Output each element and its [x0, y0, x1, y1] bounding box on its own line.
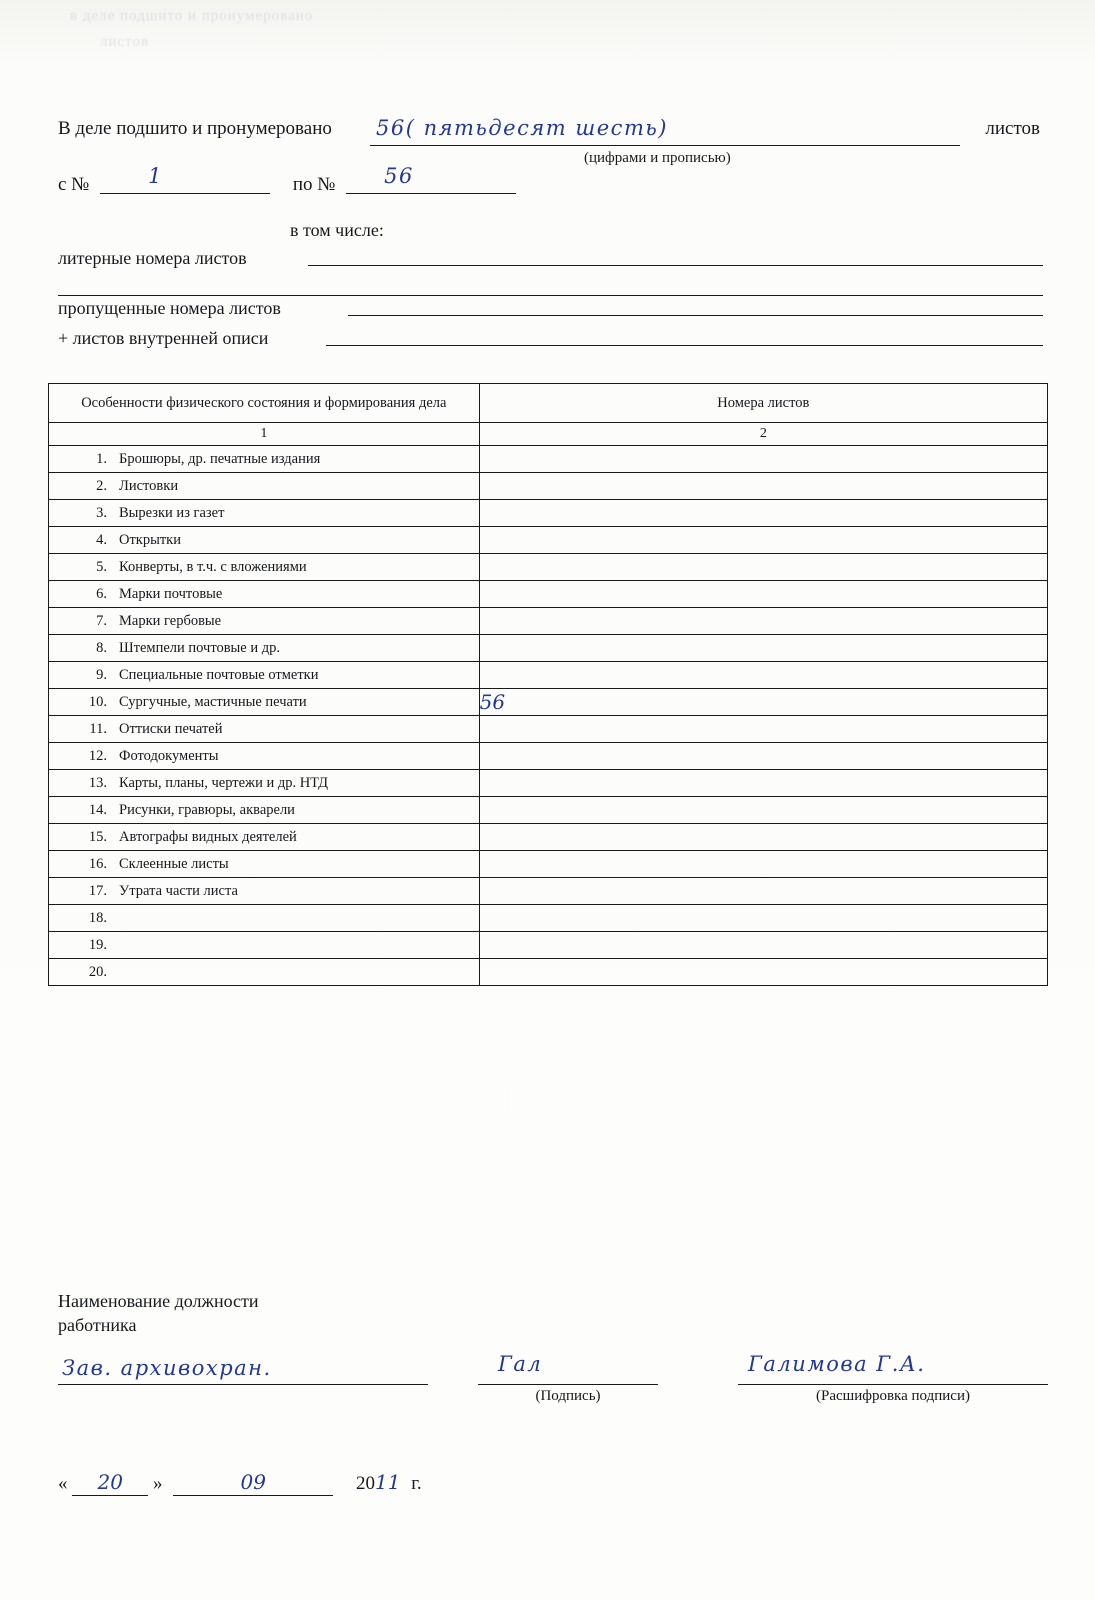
date-day-field[interactable] [72, 1470, 148, 1496]
row-number: 20. [88, 963, 107, 980]
digits-and-words-caption: (цифрами и прописью) [584, 150, 731, 166]
row-label: Рисунки, гравюры, акварели [119, 801, 295, 818]
row-number: 14. [88, 801, 107, 818]
row-label: Открытки [119, 531, 181, 548]
from-number-value: 1 [148, 164, 163, 188]
row-number: 7. [96, 612, 107, 629]
letter-numbers-label: литерные номера листов [58, 248, 247, 268]
year-suffix: г. [411, 1473, 422, 1494]
table-numhdr-col2: 2 [479, 423, 1047, 446]
internal-inventory-row [58, 328, 1043, 349]
table-row [49, 905, 1048, 932]
position-field[interactable] [58, 1384, 428, 1385]
table-cell-sheet-numbers[interactable] [479, 851, 1047, 878]
row-label: Автографы видных деятелей [119, 828, 297, 845]
table-header-row [49, 384, 1048, 423]
table-cell-feature [49, 770, 480, 797]
date-month-field[interactable] [173, 1470, 333, 1496]
table-cell-feature [49, 851, 480, 878]
row-label: Листовки [119, 477, 179, 494]
signature-caption: (Подпись) [535, 1388, 601, 1404]
table-cell-feature [49, 554, 480, 581]
row-label: Сургучные, мастичные печати [119, 693, 307, 710]
table-cell-sheet-numbers[interactable] [479, 500, 1047, 527]
row-label: Карты, планы, чертежи и др. НТД [119, 774, 329, 791]
bleed-line-2: листов [100, 34, 150, 50]
table-cell-sheet-numbers[interactable] [479, 608, 1047, 635]
table-cell-sheet-numbers[interactable] [479, 581, 1047, 608]
row-label: Штемпели почтовые и др. [119, 639, 281, 656]
table-cell-sheet-numbers[interactable]: 56 [479, 689, 1047, 716]
from-label: с № [58, 174, 90, 195]
table-cell-feature [49, 689, 480, 716]
table-row [49, 473, 1048, 500]
certification-line-1 [58, 118, 1040, 152]
table-cell-feature [49, 662, 480, 689]
table-cell-sheet-numbers[interactable] [479, 554, 1047, 581]
table-cell-sheet-numbers[interactable] [479, 932, 1047, 959]
table-header-col2: Номера листов [479, 384, 1047, 423]
to-number-field[interactable] [346, 164, 516, 194]
bleed-line-1: в деле подшито и пронумеровано [70, 8, 314, 24]
certification-line-2 [58, 164, 516, 196]
transcript-caption: (Расшифровка подписи) [816, 1388, 970, 1404]
row-label: Брошюры, др. печатные издания [119, 450, 321, 467]
row-label: Специальные почтовые отметки [119, 666, 319, 683]
row-label: Конверты, в т.ч. с вложениями [119, 558, 307, 575]
missing-numbers-field[interactable] [348, 298, 1043, 316]
table-cell-sheet-numbers[interactable] [479, 743, 1047, 770]
sheets-word: листов [985, 118, 1040, 139]
table-number-header-row [49, 423, 1048, 446]
table-cell-feature [49, 905, 480, 932]
table-row [49, 689, 1048, 716]
table-numhdr-col1: 1 [49, 423, 480, 446]
including-label: в том числе: [290, 220, 384, 240]
row-label: Утрата части листа [119, 882, 238, 899]
table-cell-sheet-numbers[interactable] [479, 824, 1047, 851]
table-cell-feature [49, 797, 480, 824]
row-label: Марки почтовые [119, 585, 223, 602]
sheets-count-field[interactable] [370, 118, 960, 146]
table-cell-feature [49, 959, 480, 986]
table-row [49, 527, 1048, 554]
table-row [49, 608, 1048, 635]
table-row [49, 716, 1048, 743]
table-cell-sheet-numbers[interactable] [479, 905, 1047, 932]
table-row [49, 446, 1048, 473]
table-row [49, 824, 1048, 851]
row-number: 8. [96, 639, 107, 656]
position-label [58, 1289, 259, 1338]
row-number: 1. [96, 450, 107, 467]
letter-numbers-row [58, 248, 1043, 269]
table-cell-feature [49, 932, 480, 959]
date-month-value: 09 [240, 1470, 266, 1494]
table-cell-feature [49, 446, 480, 473]
quote-open: « [58, 1473, 68, 1494]
table-row [49, 500, 1048, 527]
table-cell-feature [49, 716, 480, 743]
row-number: 15. [88, 828, 107, 845]
table-cell-feature [49, 473, 480, 500]
row-label: Марки гербовые [119, 612, 222, 629]
signature-field[interactable] [478, 1384, 658, 1385]
position-value: Зав. архивохран. [62, 1356, 272, 1380]
table-row [49, 662, 1048, 689]
row-number: 19. [88, 936, 107, 953]
table-cell-sheet-numbers[interactable] [479, 959, 1047, 986]
row-number: 2. [96, 477, 107, 494]
table-cell-sheet-numbers[interactable] [479, 527, 1047, 554]
row-number: 18. [88, 909, 107, 926]
bleed-through-text [70, 8, 770, 58]
table-cell-feature [49, 743, 480, 770]
row-number: 9. [96, 666, 107, 683]
row-number: 6. [96, 585, 107, 602]
table-row [49, 878, 1048, 905]
sheets-count-value: 56( пятьдесят шесть) [376, 116, 668, 140]
row-label: Оттиски печатей [119, 720, 223, 737]
table-cell-feature [49, 608, 480, 635]
table-cell-sheet-numbers[interactable] [479, 662, 1047, 689]
table-cell-feature [49, 500, 480, 527]
table-row [49, 959, 1048, 986]
row-label: Вырезки из газет [119, 504, 225, 521]
to-number-value: 56 [384, 164, 414, 188]
table-header-col1: Особенности физического состояния и формирования дела [49, 384, 480, 423]
row-number: 13. [88, 774, 107, 791]
row-number: 16. [88, 855, 107, 872]
letter-numbers-row-2 [58, 278, 1043, 296]
internal-inventory-field[interactable] [326, 328, 1043, 346]
table-cell-sheet-numbers[interactable] [479, 797, 1047, 824]
date-row [58, 1470, 422, 1496]
table-row [49, 851, 1048, 878]
internal-inventory-label: + листов внутренней описи [58, 328, 269, 348]
table-cell-feature [49, 527, 480, 554]
table-cell-feature [49, 878, 480, 905]
missing-numbers-row [58, 298, 1043, 319]
from-number-field[interactable] [100, 164, 270, 194]
table-cell-sheet-numbers[interactable] [479, 446, 1047, 473]
row-number: 5. [96, 558, 107, 575]
year-prefix: 20 [356, 1473, 375, 1494]
row-number: 12. [88, 747, 107, 764]
row-label: Фотодокументы [119, 747, 219, 764]
table-row [49, 932, 1048, 959]
certification-label: В деле подшито и пронумеровано [58, 118, 332, 139]
table-cell-sheet-numbers[interactable] [479, 473, 1047, 500]
letter-numbers-field[interactable] [308, 248, 1043, 266]
table-cell-sheet-numbers[interactable] [479, 716, 1047, 743]
year-value: 11 [375, 1470, 401, 1494]
table-row [49, 635, 1048, 662]
signature-area [58, 1350, 1048, 1420]
signature-value: Гал [498, 1352, 543, 1376]
table-row [49, 770, 1048, 797]
transcript-value: Галимова Г.А. [748, 1352, 926, 1376]
row-number: 17. [88, 882, 107, 899]
quote-close: » [153, 1473, 163, 1494]
table-row [49, 743, 1048, 770]
table-row [49, 581, 1048, 608]
position-label-line1: Наименование должности [58, 1291, 259, 1311]
table-cell-feature [49, 635, 480, 662]
row-number: 10. [88, 693, 107, 710]
table-cell-sheet-numbers[interactable] [479, 635, 1047, 662]
row-number: 11. [89, 720, 107, 737]
transcript-field[interactable] [738, 1384, 1048, 1385]
position-label-line2: работника [58, 1315, 137, 1336]
table-row [49, 797, 1048, 824]
row-number: 4. [96, 531, 107, 548]
date-day-value: 20 [97, 1470, 123, 1494]
to-label: по № [292, 174, 336, 195]
missing-numbers-label: пропущенные номера листов [58, 298, 281, 318]
row-number: 3. [96, 504, 107, 521]
row-label: Склеенные листы [119, 855, 229, 872]
table-cell-sheet-numbers[interactable] [479, 878, 1047, 905]
table-cell-sheet-numbers[interactable] [479, 770, 1047, 797]
physical-condition-table [48, 383, 1048, 986]
letter-numbers-field-2[interactable] [58, 278, 1043, 296]
table-row [49, 554, 1048, 581]
table-cell-feature [49, 824, 480, 851]
table-cell-feature [49, 581, 480, 608]
